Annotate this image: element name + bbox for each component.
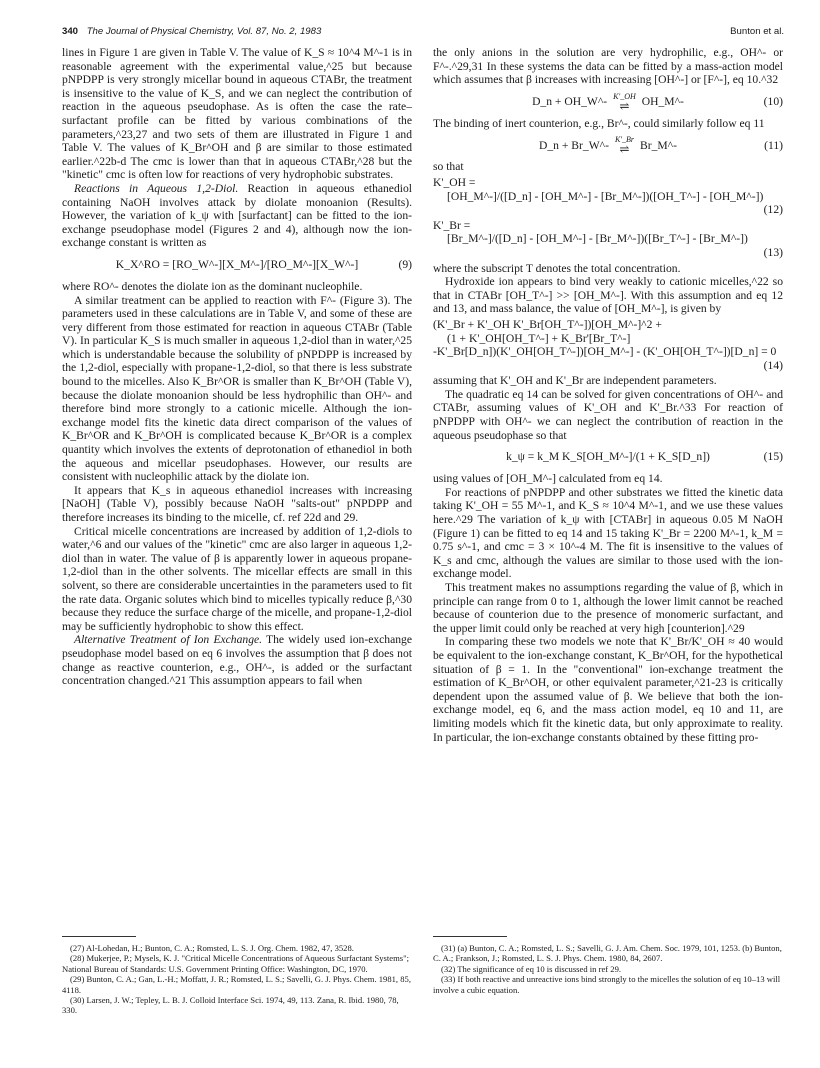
journal-page [62, 26, 784, 1046]
paragraph: It appears that K_s in aqueous ethanediol increases with increasing [NaOH] (Table V), possibly because NaOH "salts-out" pNPDPP and therefore increases its binding to the micelle, cf. ref 22d and 29. [62, 483, 412, 524]
equation-15 [433, 446, 783, 468]
paragraph: Reactions in Aqueous 1,2-Diol. Reaction in aqueous ethanediol containing NaOH involves attack by diolate monoanion (Results). However, the variation of k_ψ with [surfactant] can be fitted to the ion-exchange pseudophase model (Figures 2 and 4), although now the ion-exchange constant is written as [62, 181, 412, 250]
footnote: (33) If both reactive and unreactive ions bind strongly to the micelles the solution of eq 10–13 will involve a cubic equation. [433, 974, 781, 995]
equation-number: (9) [398, 258, 412, 272]
equation-11: D_n + Br_W^- K'_Br ⇌ Br_M^- (11) [539, 135, 783, 157]
equilibrium-arrow-icon: ⇌ [619, 98, 630, 113]
equation-body: K_X^RO = [RO_W^-][X_M^-]/[RO_M^-][X_W^-] [115, 258, 359, 272]
paragraph: Alternative Treatment of Ion Exchange. The widely used ion-exchange pseudophase model based on eq 6 involves the assumption that β does not change as reactive counterion, e.g., OH^-, is added or the surfactant concentration changed.^21 This assumption appears to fail when [62, 633, 412, 688]
run-in-heading: Alternative Treatment of Ion Exchange. [74, 633, 263, 647]
paragraph: This treatment makes no assumptions regarding the value of β, which in principle can range from 0 to 1, although the lower limit cannot be reached because of counterion due to the presence of monomeric surfactant, and the upper limit could only be reached at very high [counterion].^29 [433, 581, 783, 635]
footnote: (32) The significance of eq 10 is discussed in ref 29. [441, 963, 622, 974]
paragraph: Critical micelle concentrations are increased by addition of 1,2-diols to water,^6 and our values of the "kinetic" cmc are also larger in aqueous 1,2-diol than in water. The value of β is apparently lower in aqueous propane-1,2-diol than in the other solvents. The micellar effects are small in this solvent, so there are considerable uncertainties in the parameters used to fit the rate data. Organic solutes which bind to micelles typically reduce β,^30 because they reduce the surface charge of the micelle, and propane-1,2-diol may be sufficiently hydrophobic to show this effect. [62, 524, 413, 633]
equation-number: (11) [764, 138, 783, 152]
equilibrium-arrow: K'_Br ⇌ [614, 135, 634, 157]
footnote-rule [433, 936, 507, 937]
equation-12: K'_OH = [OH_M^-]/([D_n] - [OH_M^-] - [Br_M^-])([OH_T^-] - [OH_M^-]) (12) [433, 175, 783, 217]
paragraph: where RO^- denotes the diolate ion as the dominant nucleophile. [62, 279, 363, 293]
equation-number: (15) [763, 450, 783, 464]
header-authors: Bunton et al. [730, 26, 784, 37]
running-header [62, 26, 784, 42]
paragraph: assuming that K'_OH and K'_Br are independent parameters. [433, 374, 717, 388]
footnote: (29) Bunton, C. A.; Gan, L.-H.; Moffatt, J. R.; Romsted, L. S.; Savelli, G. J. Phys. Chem. 1981, 85, 4118. [62, 974, 411, 995]
paragraph: The quadratic eq 14 can be solved for given concentrations of OH^- and CTABr, assuming values of K'_OH and K'_Br.^33 For reaction of pNPDPP with OH^- we can neglect the contribution of reaction in the aqueous pseudophase so that [433, 387, 783, 442]
equation-number: (13) [763, 245, 783, 259]
equilibrium-arrow-icon: ⇌ [619, 142, 630, 157]
run-in-heading: Reactions in Aqueous 1,2-Diol. [74, 181, 239, 195]
equation-13: K'_Br = [Br_M^-]/([D_n] - [OH_M^-] - [Br_M^-])([Br_T^-] - [Br_M^-]) (13) [433, 218, 783, 259]
paragraph: Hydroxide ion appears to bind very weakly to cationic micelles,^22 so that in CTABr [OH_T^-] >> [OH_M^-]. With this assumption and eq 12 and 13, and mass balance, the value of [OH_M^-], is given by [433, 275, 783, 316]
footnote: (31) (a) Bunton, C. A.; Romsted, L. S.; Savelli, G. J. Am. Chem. Soc. 1979, 101, 1253. (b) Bunton, C. A.; Frankson, J.; Romsted, L. S. J. Phys. Chem. 1980, 84, 2607. [433, 943, 782, 964]
paragraph: lines in Figure 1 are given in Table V. The value of K_S ≈ 10^4 M^-1 is in reasonable agreement with the experimental value,^25 but because pNPDPP is very strongly micellar bound in aqueous CTABr, the treatment is insensitive to the value of K_S, and we can neglect the contribution of reaction in the aqueous pseudophase. As is often the case the rate–surfactant profile can be fitted by various combinations of the parameters,^23,27 and two sets of them are illustrated in Figure 1 and Table V. The values of K_Br^OH and β are similar to those estimated earlier.^22b-d The cmc is lower than that in aqueous CTABr,^28 but the "kinetic" cmc is often low for reactions of very hydrophobic substrates. [62, 46, 412, 182]
equation-14: (K'_Br + K'_OH K'_Br[OH_T^-])[OH_M^-]^2 + (1 + K'_OH[OH_T^-] + K_Br'[Br_T^-] -K'_Br[D_n])(K'_OH[OH_T^-])[OH_M^-] - (K'_OH[OH_T^-])[D_n] = 0 (14) [433, 317, 783, 372]
paragraph: the only anions in the solution are very hydrophilic, e.g., OH^- or F^-.^29,31 In these systems the data can be fitted by a mass-action model which assumes that β increases with increasing [OH^-] or [F^-], eq 10.^32 [433, 46, 783, 87]
footnotes-right [433, 936, 783, 995]
footnotes-left [62, 936, 412, 1016]
equation-10: D_n + OH_W^- K'_OH ⇌ OH_M^- (10) [532, 91, 783, 113]
paragraph: so that [433, 160, 464, 174]
equation-number: (14) [763, 358, 783, 372]
journal-citation: The Journal of Physical Chemistry, Vol. 87, No. 2, 1983 [86, 26, 322, 37]
footnote: (27) Al-Lohedan, H.; Bunton, C. A.; Romsted, L. S. J. Org. Chem. 1982, 47, 3528. [70, 943, 354, 953]
right-column [433, 46, 783, 744]
paragraph: For reactions of pNPDPP and other substrates we fitted the kinetic data taking K'_OH = 55 M^-1, and K_S ≈ 10^4 M^-1, and we use these values here.^29 The variation of k_ψ with [CTABr] in aqueous 0.05 M NaOH (Figure 1) can be fitted to eq 14 and 15 taking K'_Br = 2200 M^-1, k_M = 0.75 s^-1, and cmc = 3 × 10^-4 M. The fit is insensitive to the values of K_s and cmc, although the values are similar to those used with the ion-exchange model. [433, 485, 783, 581]
equilibrium-arrow: K'_OH ⇌ [613, 91, 636, 113]
page-number: 340 [62, 26, 79, 37]
equation-number: (10) [763, 94, 783, 108]
paragraph: using values of [OH_M^-] calculated from eq 14. [433, 472, 663, 486]
equation-number: (12) [763, 203, 783, 217]
equation-body: k_ψ = k_M K_S[OH_M^-]/(1 + K_S[D_n]) [506, 450, 710, 464]
footnote: (30) Larsen, J. W.; Tepley, L. B. J. Colloid Interface Sci. 1974, 49, 113. Zana, R. Ibid. 1980, 78, 330. [62, 995, 399, 1016]
equation-9 [62, 254, 412, 276]
paragraph: The binding of inert counterion, e.g., Br^-, could similarly follow eq 11 [433, 116, 765, 130]
paragraph: A similar treatment can be applied to reaction with F^- (Figure 3). The parameters used in these calculations are in Table V, and some of these are very different from those estimated for reaction in aqueous CTABr (Table V). In particular K_S is much smaller in aqueous 1,2-diol than in water,^25 which is understandable because the solubility of pNPDPP is increased by the 1,2-diol, especially with propane-1,2-diol, so that there is less substrate bound to the micelles. Also K_Br^OR is smaller than K_Br^OH (Table V), because the diolate monoanion should be less hydrophilic than OH^- and therefore bind more strongly to a cationic micelle. Although the ion-exchange model fits the kinetic data direct comparison of the values of K_Br^OR and K_Br^OH is complicated because K_Br^OR is a complex quantity which involves the extents of deprotonation of ethanediol in both the aqueous and micellar pseudophases. However, our results are consistent with nucleophilic attack by the diolate ion. [62, 293, 412, 484]
paragraph: where the subscript T denotes the total concentration. [433, 261, 681, 275]
footnote-rule [62, 936, 136, 937]
paragraph: In comparing these two models we note that K'_Br/K'_OH ≈ 40 would be equivalent to the ion-exchange constant, K_Br^OH, for the hypothetical situation of β = 1. In the "conventional" ion-exchange treatment the estimation of K_Br^OH, or other equivalent parameter,^21-23 is critically dependent upon the assumed value of β. We believe that both the ion-exchange model, eq 6, and the mass action model, eq 10 and 11, are limiting models which fit the kinetic data, but only approximate to reality. In particular, the ion-exchange constants obtained by these fitting pro- [433, 635, 783, 744]
left-column [62, 46, 412, 688]
footnote: (28) Mukerjee, P.; Mysels, K. J. "Critical Micelle Concentrations of Aqueous Surfactant Systems"; National Bureau of Standards: U.S. Government Printing Office: Washington, DC, 1970. [62, 953, 410, 974]
